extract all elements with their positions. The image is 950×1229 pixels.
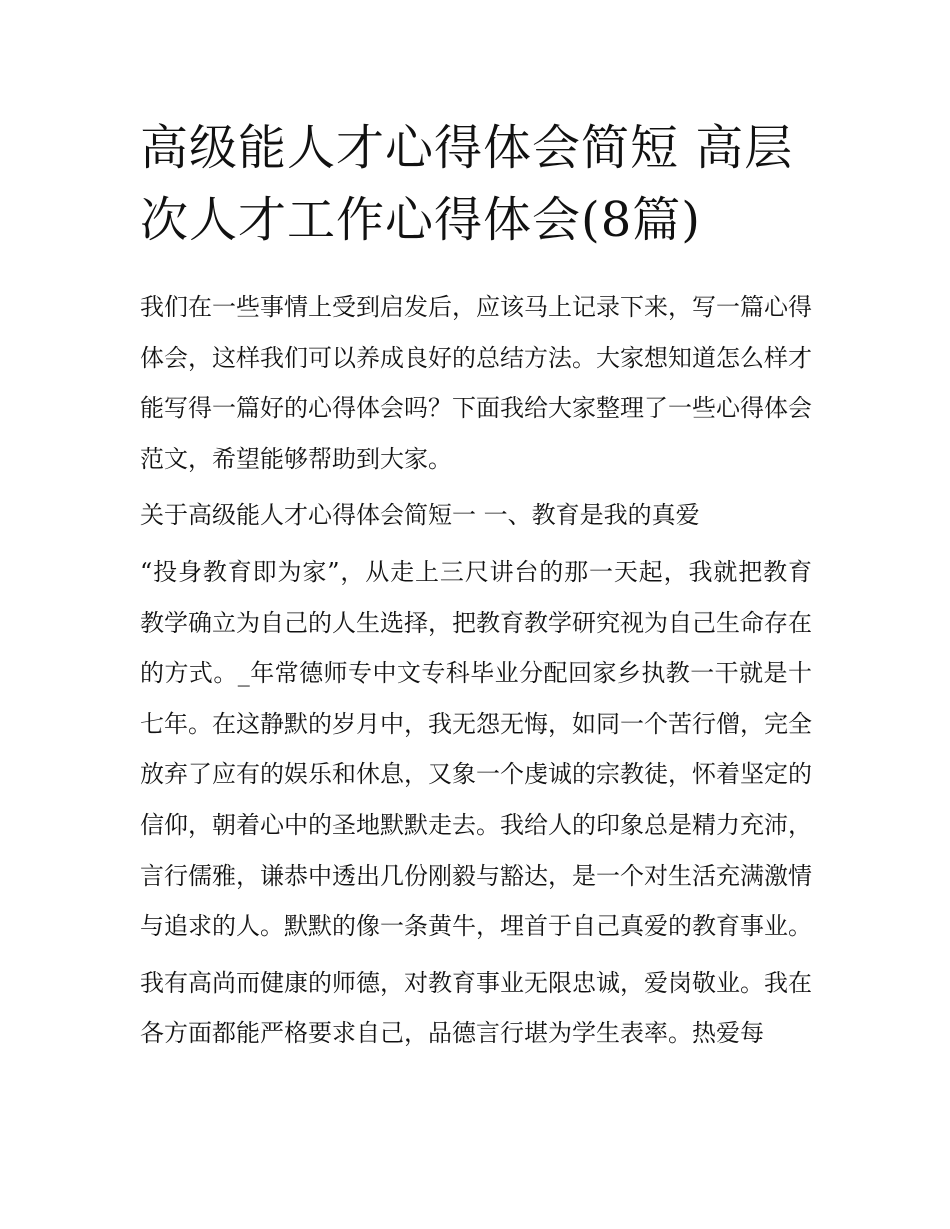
document-title: 高级能人才心得体会简短 高层次人才工作心得体会(8篇) [140, 120, 794, 248]
document-body [140, 282, 812, 1065]
body-paragraph: “投身教育即为家”，从走上三尺讲台的那一天起，我就把教育教学确立为自己的人生选择，把教育教学研究视为自己生命存在的方式。_年常德师专中文专科毕业分配回家乡执教一干就是十七年。在这静默的岁月中，我无怨无悔，如同一个苦行僧，完全放弃了应有的娱乐和休息，又象一个虔诚的宗教徒，怀着坚定的信仰，朝着心中的圣地默默走去。我给人的印象总是精力充沛，言行儒雅，谦恭中透出几份刚毅与豁达，是一个对生活充满激情与追求的人。默默的像一条黄牛，埋首于自己真爱的教育事业。 [140, 557, 812, 941]
body-paragraph: 我有高尚而健康的师德，对教育事业无限忠诚，爱岗敬业。我在各方面都能严格要求自己，品德言行堪为学生表率。热爱每 [140, 968, 812, 1048]
intro-paragraph: 我们在一些事情上受到启发后，应该马上记录下来，写一篇心得体会，这样我们可以养成良好的总结方法。大家想知道怎么样才能写得一篇好的心得体会吗？下面我给大家整理了一些心得体会范文，希望能够帮助到大家。 [140, 293, 812, 473]
section-heading: 关于高级能人才心得体会简短一 一、教育是我的真爱 [140, 501, 700, 530]
